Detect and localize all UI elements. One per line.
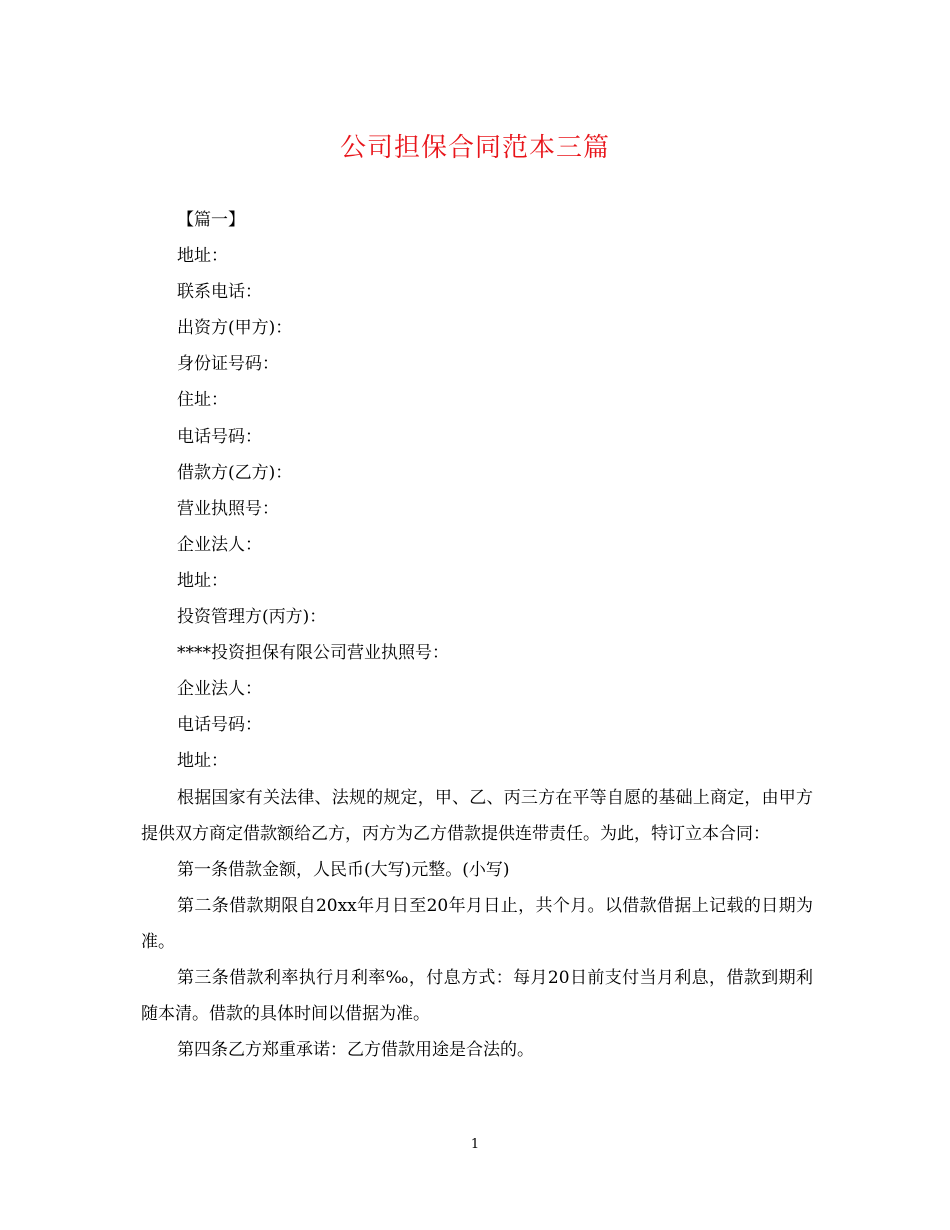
article-3: 第三条借款利率执行月利率‰，付息方式：每月20日前支付当月利息，借款到期利随本清。借款的具体时间以借据为准。 xyxy=(141,967,813,1025)
field-contact-phone: 联系电话： xyxy=(177,282,262,303)
field-manager-party-c: 投资管理方(丙方)： xyxy=(177,607,327,628)
article-4: 第四条乙方郑重承诺：乙方借款用途是合法的。 xyxy=(177,1040,534,1061)
preamble-paragraph: 根据国家有关法律、法规的规定，甲、乙、丙三方在平等自愿的基础上商定，由甲方提供双方商定借款额给乙方，丙方为乙方借款提供连带责任。为此，特订立本合同： xyxy=(141,787,813,844)
article-1: 第一条借款金额，人民币(大写)元整。(小写) xyxy=(177,859,510,880)
field-business-license: 营业执照号： xyxy=(177,498,279,519)
field-address-c: 地址： xyxy=(177,751,228,772)
field-id-number: 身份证号码： xyxy=(177,354,279,375)
field-guarantee-company-license: ****投资担保有限公司营业执照号： xyxy=(177,643,449,664)
field-address: 地址： xyxy=(177,246,228,267)
field-borrower-party-b: 借款方(乙方)： xyxy=(177,462,293,483)
field-lender-party-a: 出资方(甲方)： xyxy=(177,318,293,339)
field-address-b: 地址： xyxy=(177,570,228,591)
field-phone-number-c: 电话号码： xyxy=(177,715,262,736)
field-legal-person-c: 企业法人： xyxy=(177,679,262,700)
page-number: 1 xyxy=(470,1137,480,1152)
section-heading: 【篇一】 xyxy=(177,210,245,230)
field-phone-number: 电话号码： xyxy=(177,426,262,447)
field-residence: 住址： xyxy=(177,390,228,411)
document-body xyxy=(141,202,813,1068)
article-2: 第二条借款期限自20xx年月日至20年月日止，共个月。以借款借据上记载的日期为准。 xyxy=(141,895,813,952)
field-legal-person: 企业法人： xyxy=(177,534,262,555)
document-title: 公司担保合同范本三篇 xyxy=(339,133,610,163)
